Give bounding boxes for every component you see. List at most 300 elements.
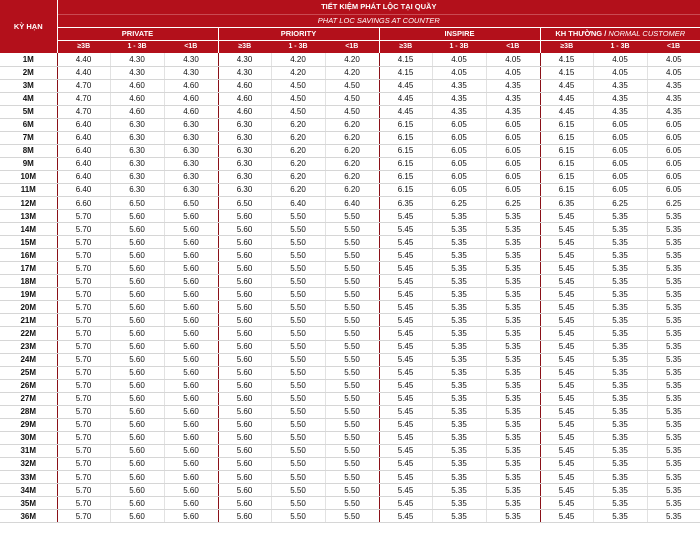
rate-cell: 4.60 <box>164 105 218 118</box>
rate-cell: 5.35 <box>486 484 540 497</box>
rate-cell: 6.05 <box>647 144 700 157</box>
rate-cell: 5.35 <box>432 353 486 366</box>
rate-cell: 6.15 <box>379 144 432 157</box>
table-row <box>0 275 700 288</box>
rate-cell: 6.25 <box>486 197 540 210</box>
term-cell: 12M <box>0 197 57 210</box>
rate-cell: 6.20 <box>271 131 325 144</box>
rate-cell: 5.35 <box>486 236 540 249</box>
rate-cell: 4.05 <box>647 66 700 79</box>
rate-cell: 6.05 <box>432 131 486 144</box>
rate-cell: 5.45 <box>379 366 432 379</box>
rate-cell: 4.20 <box>271 53 325 66</box>
rate-cell: 5.45 <box>379 405 432 418</box>
tier-header-priority-1: 1 - 3B <box>271 40 325 53</box>
rate-cell: 5.35 <box>593 353 647 366</box>
rate-cell: 5.50 <box>325 484 379 497</box>
rate-cell: 5.60 <box>164 444 218 457</box>
tier-header-priority-2: <1B <box>325 40 379 53</box>
rate-cell: 5.35 <box>432 392 486 405</box>
rate-cell: 5.60 <box>164 431 218 444</box>
table-row <box>0 249 700 262</box>
rate-cell: 5.60 <box>164 484 218 497</box>
rate-cell: 6.05 <box>593 170 647 183</box>
rate-cell: 5.35 <box>432 314 486 327</box>
rate-cell: 5.35 <box>593 366 647 379</box>
rate-cell: 6.30 <box>110 183 164 196</box>
term-cell: 5M <box>0 105 57 118</box>
rate-cell: 6.25 <box>593 197 647 210</box>
rate-cell: 6.20 <box>325 157 379 170</box>
rate-cell: 6.35 <box>540 197 593 210</box>
rate-cell: 5.35 <box>593 327 647 340</box>
rate-cell: 5.35 <box>647 236 700 249</box>
rate-cell: 5.35 <box>486 366 540 379</box>
rate-cell: 5.60 <box>218 288 271 301</box>
rate-cell: 5.60 <box>110 249 164 262</box>
rate-cell: 5.45 <box>379 327 432 340</box>
rate-cell: 5.45 <box>540 392 593 405</box>
rate-cell: 4.05 <box>593 66 647 79</box>
rate-cell: 5.35 <box>432 340 486 353</box>
rate-cell: 5.35 <box>647 301 700 314</box>
rate-cell: 5.70 <box>57 314 110 327</box>
rate-cell: 5.45 <box>540 510 593 523</box>
rate-cell: 6.05 <box>486 131 540 144</box>
rate-cell: 5.35 <box>486 340 540 353</box>
rate-cell: 5.60 <box>164 366 218 379</box>
rate-cell: 5.60 <box>218 510 271 523</box>
term-cell: 29M <box>0 418 57 431</box>
rate-cell: 5.50 <box>271 301 325 314</box>
table-body <box>0 53 700 523</box>
table-row <box>0 183 700 196</box>
rate-cell: 5.60 <box>164 210 218 223</box>
rate-cell: 5.35 <box>486 471 540 484</box>
rate-cell: 6.15 <box>540 157 593 170</box>
rate-cell: 4.35 <box>486 92 540 105</box>
rate-cell: 5.45 <box>379 353 432 366</box>
term-cell: 21M <box>0 314 57 327</box>
rate-cell: 5.45 <box>540 223 593 236</box>
term-cell: 13M <box>0 210 57 223</box>
rate-cell: 5.35 <box>486 379 540 392</box>
rate-cell: 6.30 <box>164 157 218 170</box>
rate-cell: 6.40 <box>57 157 110 170</box>
rate-cell: 5.60 <box>218 418 271 431</box>
rate-cell: 4.05 <box>432 53 486 66</box>
rate-cell: 5.70 <box>57 484 110 497</box>
rate-cell: 5.45 <box>379 288 432 301</box>
rate-cell: 5.35 <box>432 210 486 223</box>
rate-cell: 5.60 <box>218 301 271 314</box>
rate-cell: 5.45 <box>379 457 432 470</box>
rate-cell: 6.20 <box>271 157 325 170</box>
rate-cell: 5.35 <box>486 497 540 510</box>
rate-cell: 5.70 <box>57 327 110 340</box>
rate-cell: 5.35 <box>486 223 540 236</box>
table-row <box>0 157 700 170</box>
rate-cell: 5.35 <box>432 236 486 249</box>
rate-cell: 5.50 <box>271 431 325 444</box>
rate-cell: 4.35 <box>593 79 647 92</box>
rate-cell: 6.20 <box>325 183 379 196</box>
rate-cell: 6.15 <box>540 170 593 183</box>
rate-cell: 5.45 <box>540 301 593 314</box>
rate-cell: 5.50 <box>325 223 379 236</box>
rate-cell: 5.50 <box>271 236 325 249</box>
rate-cell: 5.45 <box>379 314 432 327</box>
rate-cell: 5.35 <box>647 366 700 379</box>
rate-cell: 5.35 <box>486 249 540 262</box>
rate-cell: 4.20 <box>325 66 379 79</box>
rate-cell: 5.50 <box>325 444 379 457</box>
rate-cell: 5.50 <box>325 314 379 327</box>
rate-cell: 5.35 <box>486 457 540 470</box>
rate-cell: 5.60 <box>110 327 164 340</box>
rate-cell: 6.30 <box>218 131 271 144</box>
term-cell: 11M <box>0 183 57 196</box>
rate-cell: 5.35 <box>432 457 486 470</box>
rate-cell: 4.45 <box>379 92 432 105</box>
rate-cell: 5.50 <box>271 366 325 379</box>
rate-cell: 6.15 <box>540 144 593 157</box>
rate-cell: 5.35 <box>593 471 647 484</box>
rate-cell: 5.50 <box>271 223 325 236</box>
rate-cell: 4.05 <box>486 66 540 79</box>
rate-cell: 4.60 <box>164 79 218 92</box>
rate-cell: 5.45 <box>379 340 432 353</box>
rate-cell: 5.35 <box>486 392 540 405</box>
rate-cell: 5.70 <box>57 431 110 444</box>
rate-cell: 5.50 <box>325 353 379 366</box>
rate-cell: 5.35 <box>647 210 700 223</box>
rate-cell: 5.60 <box>218 497 271 510</box>
rate-cell: 6.30 <box>218 183 271 196</box>
rate-cell: 4.35 <box>593 92 647 105</box>
rate-cell: 5.70 <box>57 288 110 301</box>
rate-cell: 5.50 <box>325 471 379 484</box>
rate-cell: 5.50 <box>325 405 379 418</box>
term-cell: 26M <box>0 379 57 392</box>
rate-cell: 5.35 <box>647 418 700 431</box>
rate-cell: 5.60 <box>164 353 218 366</box>
rate-cell: 5.35 <box>593 392 647 405</box>
rate-cell: 4.45 <box>379 105 432 118</box>
rate-cell: 5.60 <box>110 288 164 301</box>
rate-cell: 6.05 <box>486 170 540 183</box>
rate-cell: 4.45 <box>540 105 593 118</box>
rate-cell: 5.45 <box>379 392 432 405</box>
rate-cell: 6.05 <box>432 157 486 170</box>
term-cell: 18M <box>0 275 57 288</box>
term-cell: 9M <box>0 157 57 170</box>
rate-cell: 6.15 <box>379 157 432 170</box>
term-cell: 23M <box>0 340 57 353</box>
rate-cell: 5.50 <box>271 210 325 223</box>
rate-cell: 5.60 <box>218 275 271 288</box>
rate-cell: 4.40 <box>57 66 110 79</box>
rate-cell: 6.15 <box>540 118 593 131</box>
term-cell: 17M <box>0 262 57 275</box>
rate-cell: 5.60 <box>110 366 164 379</box>
rate-cell: 5.35 <box>486 288 540 301</box>
rate-cell: 5.35 <box>593 379 647 392</box>
table-subtitle: PHAT LOC SAVINGS AT COUNTER <box>57 14 700 27</box>
rate-cell: 6.20 <box>271 183 325 196</box>
rate-cell: 6.05 <box>593 157 647 170</box>
rate-cell: 5.50 <box>271 275 325 288</box>
rate-cell: 6.40 <box>57 144 110 157</box>
group-header-normal-label: KH THƯỜNG / <box>555 29 609 38</box>
rate-cell: 5.60 <box>110 431 164 444</box>
rate-cell: 5.35 <box>647 405 700 418</box>
group-header-normal-italic: NORMAL CUSTOMER <box>608 29 686 38</box>
rate-cell: 5.35 <box>432 327 486 340</box>
rate-cell: 5.45 <box>540 379 593 392</box>
rate-cell: 6.30 <box>164 131 218 144</box>
rate-cell: 5.35 <box>432 405 486 418</box>
rate-cell: 6.20 <box>325 170 379 183</box>
rate-cell: 4.45 <box>540 92 593 105</box>
rate-cell: 5.35 <box>647 353 700 366</box>
rate-cell: 6.05 <box>486 118 540 131</box>
term-cell: 28M <box>0 405 57 418</box>
rate-cell: 4.60 <box>218 92 271 105</box>
term-cell: 2M <box>0 66 57 79</box>
rate-cell: 5.60 <box>164 288 218 301</box>
rate-cell: 5.50 <box>325 249 379 262</box>
rate-cell: 5.70 <box>57 497 110 510</box>
rate-cell: 5.35 <box>593 457 647 470</box>
rate-cell: 5.60 <box>164 262 218 275</box>
rate-cell: 4.35 <box>593 105 647 118</box>
rate-cell: 5.60 <box>164 510 218 523</box>
table-row <box>0 340 700 353</box>
rate-cell: 5.60 <box>218 444 271 457</box>
rate-cell: 4.05 <box>432 66 486 79</box>
rate-cell: 5.60 <box>218 210 271 223</box>
rate-cell: 6.40 <box>57 183 110 196</box>
group-header-priority: PRIORITY <box>218 27 379 40</box>
rate-cell: 5.60 <box>110 457 164 470</box>
tier-header-normal-1: 1 - 3B <box>593 40 647 53</box>
rate-cell: 5.45 <box>540 327 593 340</box>
term-cell: 8M <box>0 144 57 157</box>
rate-cell: 6.30 <box>218 144 271 157</box>
rate-cell: 4.50 <box>325 79 379 92</box>
tier-header-normal-2: <1B <box>647 40 700 53</box>
rate-cell: 4.50 <box>325 92 379 105</box>
rate-cell: 6.05 <box>647 157 700 170</box>
table-row <box>0 92 700 105</box>
table-row <box>0 497 700 510</box>
rate-cell: 5.35 <box>647 327 700 340</box>
rate-cell: 5.50 <box>325 288 379 301</box>
rate-cell: 4.30 <box>164 66 218 79</box>
rate-cell: 5.45 <box>379 497 432 510</box>
rate-cell: 5.50 <box>325 392 379 405</box>
rate-cell: 5.50 <box>325 457 379 470</box>
rate-cell: 5.70 <box>57 471 110 484</box>
rate-cell: 5.60 <box>110 210 164 223</box>
rate-cell: 6.30 <box>110 118 164 131</box>
rate-cell: 5.50 <box>271 497 325 510</box>
table-row <box>0 197 700 210</box>
rate-cell: 4.50 <box>271 105 325 118</box>
rate-cell: 5.45 <box>379 484 432 497</box>
rate-cell: 4.50 <box>271 79 325 92</box>
rate-cell: 6.15 <box>540 183 593 196</box>
rate-cell: 5.60 <box>218 379 271 392</box>
rate-cell: 5.70 <box>57 392 110 405</box>
rate-cell: 5.50 <box>271 288 325 301</box>
rate-cell: 5.60 <box>110 497 164 510</box>
rate-cell: 5.45 <box>540 340 593 353</box>
rate-cell: 5.35 <box>647 431 700 444</box>
rate-cell: 4.15 <box>379 53 432 66</box>
rate-cell: 5.45 <box>379 471 432 484</box>
rate-cell: 5.35 <box>486 301 540 314</box>
rate-cell: 5.35 <box>486 444 540 457</box>
rate-cell: 5.45 <box>540 275 593 288</box>
rate-cell: 5.60 <box>164 405 218 418</box>
term-cell: 10M <box>0 170 57 183</box>
rate-cell: 5.50 <box>271 405 325 418</box>
rate-cell: 5.45 <box>379 210 432 223</box>
rate-cell: 5.60 <box>164 471 218 484</box>
rate-cell: 5.35 <box>593 223 647 236</box>
rate-cell: 5.35 <box>647 288 700 301</box>
rate-cell: 5.45 <box>540 210 593 223</box>
rate-cell: 5.70 <box>57 262 110 275</box>
rate-cell: 6.15 <box>379 170 432 183</box>
rate-cell: 6.05 <box>647 170 700 183</box>
table-row <box>0 484 700 497</box>
rate-cell: 5.60 <box>218 223 271 236</box>
rate-cell: 4.30 <box>110 53 164 66</box>
rate-cell: 4.45 <box>540 79 593 92</box>
rate-cell: 5.70 <box>57 405 110 418</box>
rate-cell: 5.70 <box>57 418 110 431</box>
rate-cell: 4.20 <box>325 53 379 66</box>
rate-cell: 6.30 <box>110 131 164 144</box>
term-cell: 14M <box>0 223 57 236</box>
rate-cell: 5.70 <box>57 353 110 366</box>
rate-cell: 6.50 <box>164 197 218 210</box>
rate-cell: 5.35 <box>486 405 540 418</box>
table-row <box>0 236 700 249</box>
rate-cell: 4.60 <box>110 105 164 118</box>
table-row <box>0 301 700 314</box>
rate-cell: 5.60 <box>110 275 164 288</box>
rate-cell: 5.35 <box>647 249 700 262</box>
rate-cell: 5.35 <box>432 431 486 444</box>
rate-cell: 6.20 <box>325 118 379 131</box>
rate-cell: 5.70 <box>57 366 110 379</box>
rate-cell: 4.70 <box>57 79 110 92</box>
rate-cell: 5.60 <box>110 471 164 484</box>
rate-cell: 5.60 <box>110 484 164 497</box>
rate-cell: 6.40 <box>57 131 110 144</box>
rate-cell: 5.60 <box>164 249 218 262</box>
rate-cell: 5.60 <box>110 236 164 249</box>
table-row <box>0 457 700 470</box>
rate-cell: 5.45 <box>379 249 432 262</box>
rate-cell: 6.30 <box>110 144 164 157</box>
rate-cell: 5.35 <box>647 379 700 392</box>
term-cell: 34M <box>0 484 57 497</box>
table-row <box>0 392 700 405</box>
rate-cell: 6.05 <box>593 144 647 157</box>
rate-cell: 6.20 <box>325 144 379 157</box>
table-row <box>0 223 700 236</box>
rate-cell: 5.70 <box>57 249 110 262</box>
tier-header-row <box>0 40 700 53</box>
rate-cell: 5.60 <box>164 340 218 353</box>
rate-cell: 5.45 <box>540 457 593 470</box>
rate-cell: 5.70 <box>57 275 110 288</box>
rate-cell: 5.35 <box>593 340 647 353</box>
rate-cell: 5.50 <box>271 340 325 353</box>
rate-cell: 4.05 <box>593 53 647 66</box>
rate-cell: 5.35 <box>647 340 700 353</box>
rate-cell: 6.25 <box>647 197 700 210</box>
rate-cell: 5.60 <box>110 262 164 275</box>
rate-cell: 4.40 <box>57 53 110 66</box>
rate-cell: 5.50 <box>271 249 325 262</box>
rate-cell: 4.35 <box>432 79 486 92</box>
table-title: TIẾT KIỆM PHÁT LỘC TẠI QUẦY <box>57 0 700 14</box>
group-header-normal-customer <box>540 27 700 40</box>
rate-cell: 5.50 <box>325 418 379 431</box>
rate-cell: 6.30 <box>164 170 218 183</box>
rate-cell: 4.15 <box>540 53 593 66</box>
rate-cell: 5.60 <box>218 327 271 340</box>
rate-cell: 6.40 <box>325 197 379 210</box>
rate-cell: 6.60 <box>57 197 110 210</box>
rate-cell: 6.20 <box>271 170 325 183</box>
rate-cell: 5.35 <box>647 484 700 497</box>
group-header-inspire: INSPIRE <box>379 27 540 40</box>
rate-cell: 5.35 <box>593 444 647 457</box>
rate-cell: 5.35 <box>593 262 647 275</box>
rate-cell: 5.35 <box>647 275 700 288</box>
rate-cell: 5.35 <box>593 405 647 418</box>
rate-cell: 6.35 <box>379 197 432 210</box>
rate-cell: 5.50 <box>271 262 325 275</box>
rate-cell: 5.50 <box>325 275 379 288</box>
rate-cell: 6.30 <box>164 118 218 131</box>
term-cell: 31M <box>0 444 57 457</box>
rate-cell: 5.45 <box>540 353 593 366</box>
rate-cell: 6.05 <box>647 118 700 131</box>
rate-cell: 5.50 <box>271 314 325 327</box>
rate-cell: 5.45 <box>540 405 593 418</box>
rate-cell: 5.50 <box>271 510 325 523</box>
rate-cell: 5.35 <box>593 249 647 262</box>
rate-cell: 4.60 <box>164 92 218 105</box>
rate-cell: 5.50 <box>325 301 379 314</box>
term-cell: 25M <box>0 366 57 379</box>
rate-cell: 5.60 <box>218 457 271 470</box>
rate-cell: 5.45 <box>379 236 432 249</box>
rate-cell: 5.50 <box>325 366 379 379</box>
tier-header-priority-0: ≥3B <box>218 40 271 53</box>
rate-cell: 5.60 <box>110 301 164 314</box>
rate-cell: 5.45 <box>379 510 432 523</box>
rate-cell: 5.35 <box>593 497 647 510</box>
